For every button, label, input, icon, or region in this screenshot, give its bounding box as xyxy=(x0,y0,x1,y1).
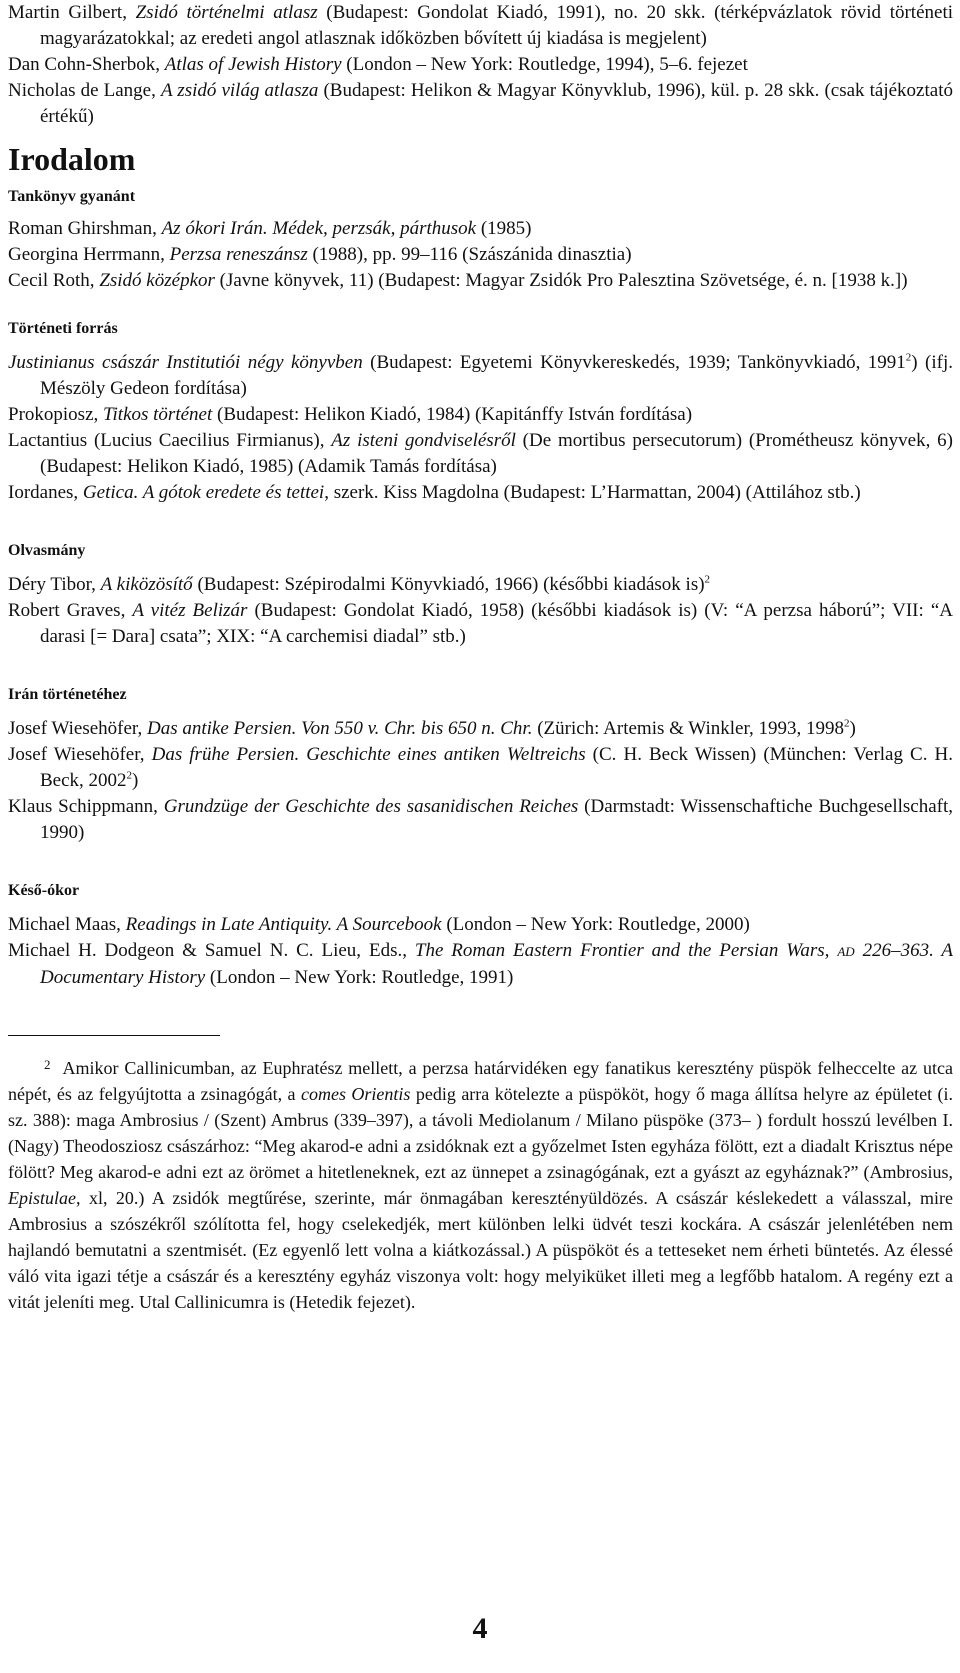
list-item: Cecil Roth, Zsidó középkor (Javne könyvek, 11) (Budapest: Magyar Zsidók Pro Palesztina Szövetsége, é. n. [1938 k.]) xyxy=(8,270,908,291)
subsection-heading: Tankönyv gyanánt xyxy=(8,188,136,205)
list-item: Michael Maas, Readings in Late Antiquity. A Sourcebook (London – New York: Routledge, 2000) xyxy=(8,914,750,935)
page-body xyxy=(8,0,953,1315)
list-item: Robert Graves, A vitéz Belizár (Budapest: Gondolat Kiadó, 1958) (későbbi kiadások is) (V: “A perzsa háború”; VII: “A darasi [= Dara] csata”; XIX: “A carchemisi diadal” stb.) xyxy=(8,600,953,647)
list-item: Justinianus császár Institutiói négy könyvben (Budapest: Egyetemi Könyvkereskedés, 1939; Tankönyvkiadó, 1991$^2$) (ifj. Mészöly Gedeon fordítása) xyxy=(8,351,954,399)
subsection-heading: Történeti forrás xyxy=(8,320,118,337)
list-item: Josef Wiesehöfer, Das frühe Persien. Geschichte eines antiken Weltreichs (C. H. Beck Wissen) (München: Verlag C. H. Beck, 2002$^2$) xyxy=(8,744,953,791)
list-item: Iordanes, Getica. A gótok eredete és tettei, szerk. Kiss Magdolna (Budapest: L’Harmattan, 2004) (Attilához stb.) xyxy=(8,482,861,503)
list-item: Klaus Schippmann, Grundzüge der Geschichte des sasanidischen Reiches (Darmstadt: Wissenschaftiche Buchgesellschaft, 1990) xyxy=(8,796,953,843)
list-item: Dan Cohn-Sherbok, Atlas of Jewish History (London – New York: Routledge, 1994), 5–6. fejezet xyxy=(8,54,748,75)
subsection-heading: Késő-ókor xyxy=(8,882,80,899)
footnote-rule xyxy=(8,1035,220,1036)
list-item: Roman Ghirshman, Az ókori Irán. Médek, perzsák, párthusok (1985) xyxy=(8,218,532,239)
footnote: $^2$ Amikor Callinicumban, az Euphratész mellett, a perzsa határvidéken egy fanatikus keresztény püspök felheccelte az utca népét, és az felgyújtotta a zsinagógát, a comes Orientis pedig arra kötelezte a püspököt, hogy ő maga állítsa helyre az épületet (i. sz. 388): maga Ambrosius / (Szent) Ambrus (339–397), a távoli Mediolanum / Milano püspöke (373– ) fordult hosszú levélben I. (Nagy) Theodosziosz császárhoz: “Meg akarod-e adni a zsidóknak ezt a győzelmet Isten egyháza fölött, ezt a diadalt Krisztus népe fölött? Meg akarod-e adni ezt az örömet a hitetleneknek, ezt az ünnepet a zsinagógának, ezt a gyászt az egyháznak?” (Ambrosius, Epistulae, xl, 20.) A zsidók megtűrése, szerinte, már önmagában keresztényüldözés. A császár késlekedett a válasszal, mire Ambrosius a szószékről szólította fel, hogy cselekedjék, mert különben lelki üdvét teszi kockára. A császár jelenlétében nem hajlandó bemutatni a szentmisét. (Ez egyenlő lett volna a kiátkozással.) A püspököt és a tetteseket nem érheti büntetés. Az élessé váló vita igazi tétje a császár és a keresztény egyház viszonya volt: hogy melyiküket illeti meg a legfőbb hatalom. A regény ezt a vitát jeleníti meg. Utal Callinicumra is (Hetedik fejezet). xyxy=(8,1057,954,1312)
list-item: Nicholas de Lange, A zsidó világ atlasza (Budapest: Helikon & Magyar Könyvklub, 1996), kül. p. 28 skk. (csak tájékoztató értékű) xyxy=(8,80,953,127)
intro-list xyxy=(8,0,953,130)
list-item: Josef Wiesehöfer, Das antike Persien. Von 550 v. Chr. bis 650 n. Chr. (Zürich: Artemis & Winkler, 1993, 1998$^2$) xyxy=(8,717,856,739)
list-item: Michael H. Dodgeon & Samuel N. C. Lieu, Eds., The Roman Eastern Frontier and the Persian Wars, AD 226–363. A Documentary History (London – New York: Routledge, 1991) xyxy=(8,940,954,988)
subsection-heading: Irán történetéhez xyxy=(8,686,127,703)
list-item: Martin Gilbert, Zsidó történelmi atlasz (Budapest: Gondolat Kiadó, 1991), no. 20 skk. (térképvázlatok rövid történeti magyarázatokkal; az eredeti angol atlasznak időközben bővített új kiadása is megjelent) xyxy=(8,2,953,49)
footnote-number: 2 xyxy=(44,1057,51,1072)
list-item: Prokopiosz, Titkos történet (Budapest: Helikon Kiadó, 1984) (Kapitánffy István fordítása) xyxy=(8,404,693,425)
list-item: Georgina Herrmann, Perzsa reneszánsz (1988), pp. 99–116 (Szászánida dinasztia) xyxy=(8,244,632,265)
subsection-heading: Olvasmány xyxy=(8,542,86,559)
section-title: Irodalom xyxy=(8,141,136,177)
list-item: Lactantius (Lucius Caecilius Firmianus), Az isteni gondviselésről (De mortibus persecutorum) (Prométheusz könyvek, 6) (Budapest: Helikon Kiadó, 1985) (Adamik Tamás fordítása) xyxy=(8,430,953,477)
page-number: 4 xyxy=(472,1612,488,1645)
list-item: Déry Tibor, A kiközösítő (Budapest: Szépirodalmi Könyvkiadó, 1966) (későbbi kiadások is)$^2$ xyxy=(8,573,711,595)
